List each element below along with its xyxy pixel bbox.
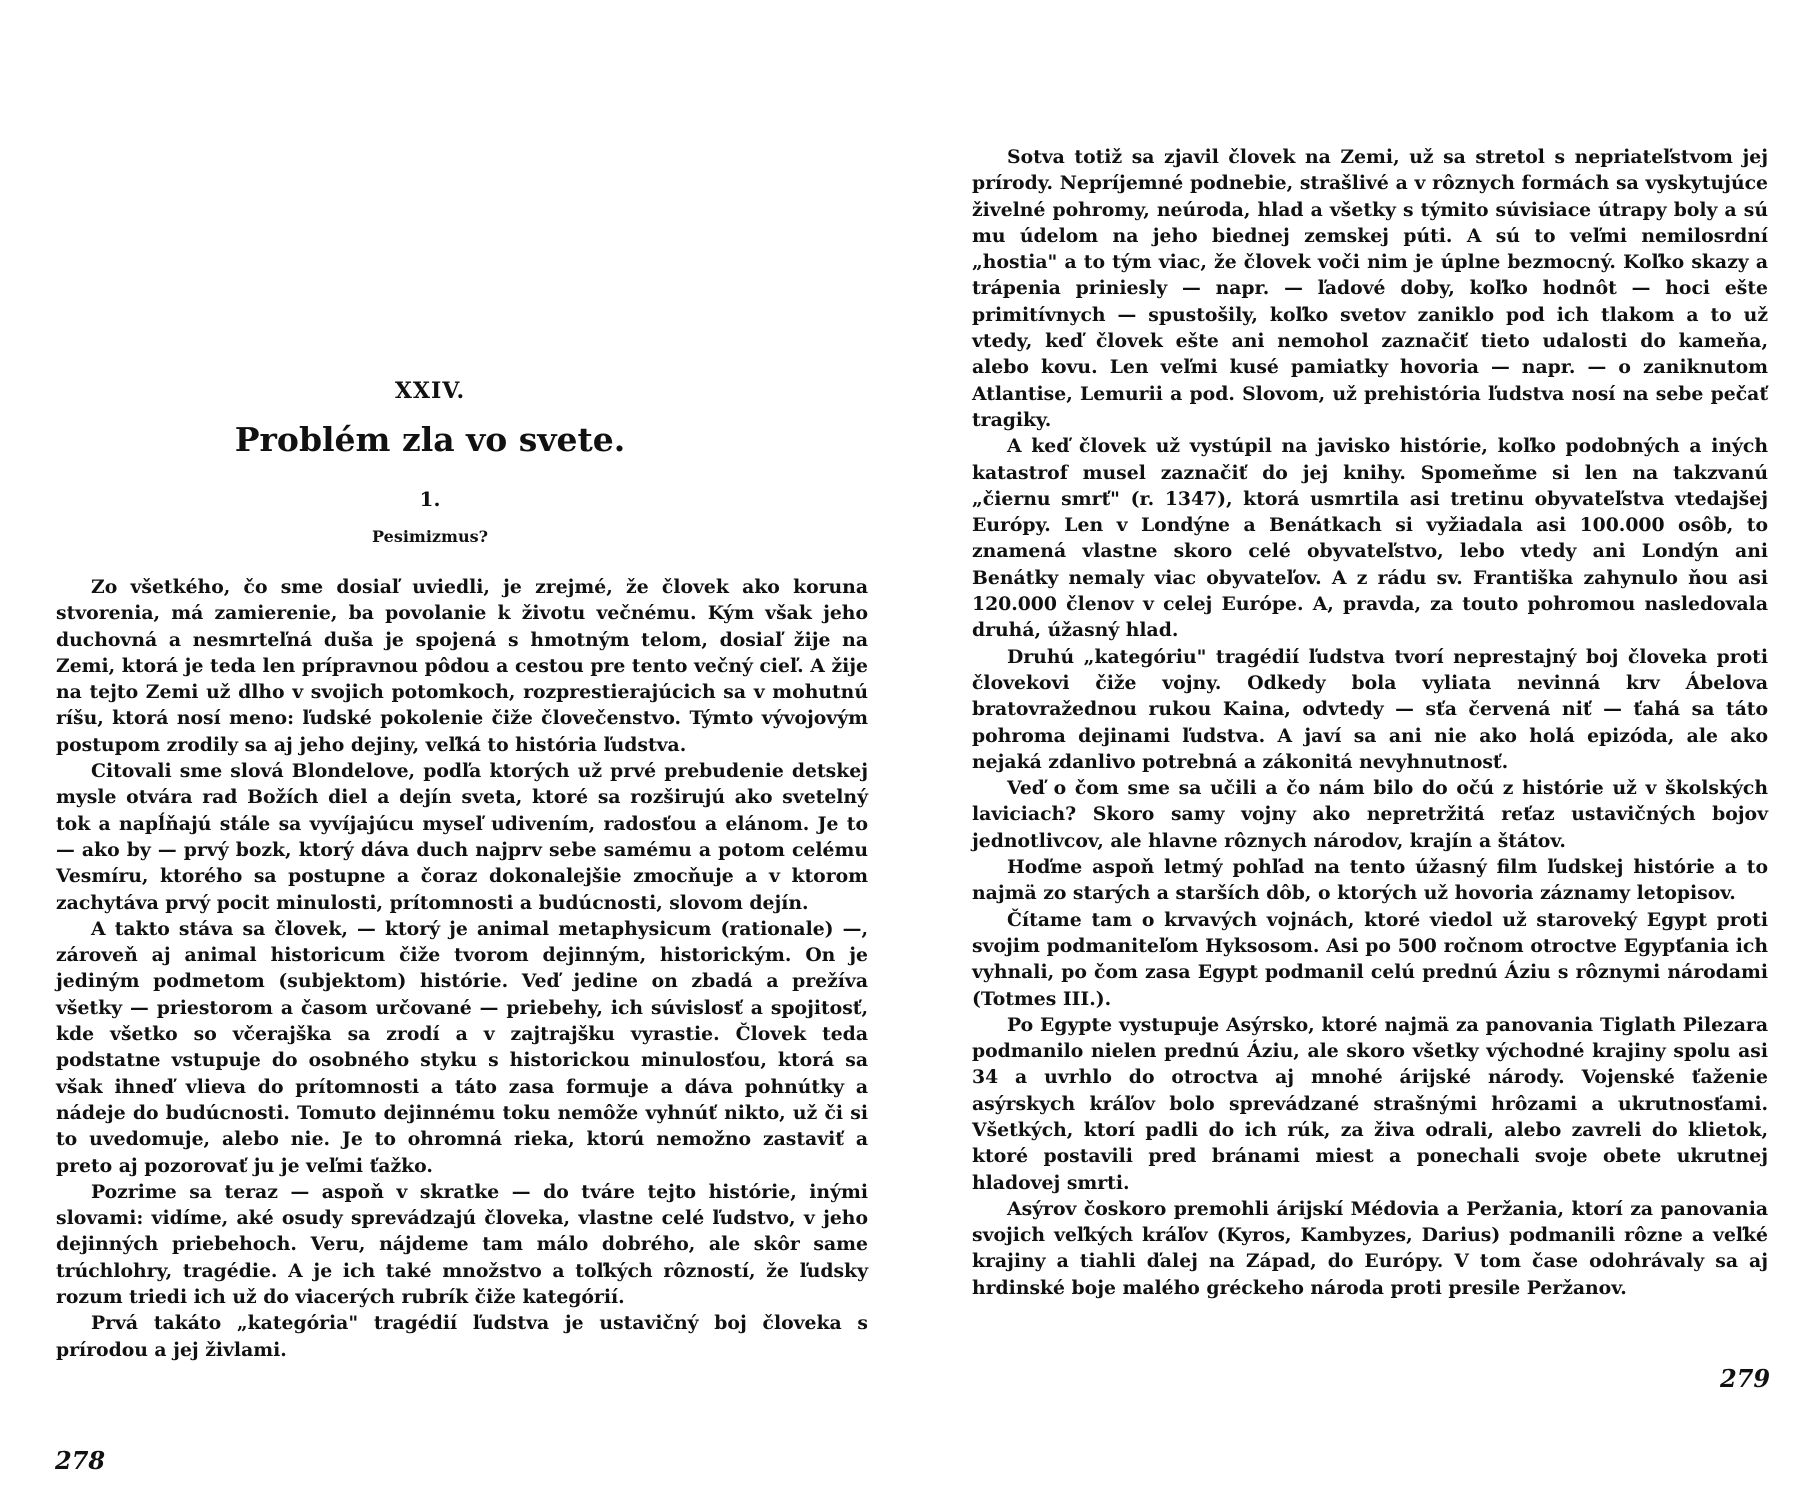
paragraph: Druhú „kategóriu" tragédií ľudstva tvorí neprestajný boj človeka proti človekovi čiže vojny. Odkedy bola vyliata nevinná krv Ábelova bratovražednou rukou Kaina, odvtedy — sťa červená niť — ťahá sa táto pohroma dejinami ľudstva. A javí sa ani nie ako holá epizóda, ale ako nejaká zdanlivo potrebná a zákonitá nevyhnutnosť. xyxy=(972,645,1768,773)
paragraph: Hoďme aspoň letmý pohľad na tento úžasný film ľudskej histórie a to najmä zo starých a starších dôb, o ktorých už hovoria záznamy letopisov. xyxy=(972,856,1768,905)
section-number: 1. xyxy=(419,487,441,511)
paragraph: Citovali sme slová Blondelove, podľa ktorých už prvé prebudenie detskej mysle otvára rad Božích diel a dejín sveta, ktoré sa rozširujú ako svetelný tok a napĺňajú stále sa vyvíjajúcu myseľ udivením, radosťou a elánom. Je to — ako by — prvý bozk, ktorý dáva duch najprv sebe samému a potom celému Vesmíru, ktorého sa postupne a čoraz dokonalejšie zmocňuje a v ktorom zachytáva prvý pocit minulosti, prítomnosti a budúcnosti, slovom dejín. xyxy=(56,760,868,914)
left-body-text xyxy=(56,574,868,1363)
right-body-text xyxy=(972,144,1768,1301)
paragraph: A keď človek už vystúpil na javisko histórie, koľko podobných a iných katastrof musel zaznačiť do jej knihy. Spomeňme si len na takzvanú „čiernu smrť" (r. 1347), ktorá usmrtila asi tretinu obyvateľstva vtedajšej Európy. Len v Londýne a Benátkach si vyžiadala asi 100.000 osôb, to znamená vlastne skoro celé obyvateľstvo, lebo vtedy ani Londýn ani Benátky nemaly viac obyvateľov. A z rádu sv. Františka zahynulo ňou asi 120.000 členov v celej Európe. A, pravda, za touto pohromou nasledovala druhá, úžasný hlad. xyxy=(972,435,1768,642)
section-title: Pesimizmus? xyxy=(372,527,488,546)
paragraph: Po Egypte vystupuje Asýrsko, ktoré najmä za panovania Tiglath Pilezara podmanilo nielen prednú Áziu, ale skoro všetky východné krajiny spolu asi 34 a uvrhlo do otroctva aj mnohé árijské národy. Vojenské ťaženie asýrskych kráľov bolo sprevádzané strašnými hrôzami a ukrutnosťami. Všetkých, ktorí padli do ich rúk, za živa odrali, alebo zavreli do klietok, ktoré postavili pred bránami miest a ponechali svoje obete ukrutnej hladovej smrti. xyxy=(972,1013,1768,1194)
chapter-number: XXIV. xyxy=(394,378,466,404)
paragraph: Čítame tam o krvavých vojnách, ktoré viedol už staroveký Egypt proti svojim podmaniteľom Hyksosom. Asi po 500 ročnom otroctve Egypťania ich vyhnali, po čom zasa Egypt podmanil celú prednú Áziu s rôznymi národami (Totmes III.). xyxy=(972,908,1768,1010)
paragraph: A takto stáva sa človek, — ktorý je animal metaphysicum (rationale) —, zároveň aj animal historicum čiže tvorom dejinným, historickým. On je jediným podmetom (subjektom) histórie. Veď jedine on zbadá a prežíva všetky — priestorom a časom určované — priebehy, ich súvislosť a spojitosť, kde všetko so včerajška sa zrodí a v zajtrajšku vyrastie. Človek teda podstatne vstupuje do osobného styku s historickou minulosťou, ktorá sa však ihneď vlieva do prítomnosti a táto zasa formuje a dáva pohnútky a nádeje do budúcnosti. Tomuto dejinnému toku nemôže vyhnúť nikto, už či si to uvedomuje, alebo nie. Je to ohromná rieka, ktorú nemožno zastaviť a preto aj pozorovať ju je veľmi ťažko. xyxy=(56,917,868,1177)
right-page xyxy=(908,0,1816,1500)
paragraph: Sotva totiž sa zjavil človek na Zemi, už sa stretol s nepriateľstvom jej prírody. Nepríjemné podnebie, strašlivé a v rôznych formách sa vyskytujúce živelné pohromy, neúroda, hlad a všetky s týmito súvisiace útrapy boly a sú mu údelom na jeho biednej zemskej púti. A sú to veľmi nemilosrdní „hostia" a to tým viac, že človek voči nim je úplne bezmocný. Koľko skazy a trápenia priniesly — napr. — ľadové doby, koľko hodnôt — hoci ešte primitívnych — spustošily, koľko svetov zaniklo pod ich tlakom a to už vtedy, keď človek ešte ani nemohol zaznačiť tieto udalosti do kameňa, alebo kovu. Len veľmi kusé pamiatky hovoria — napr. — o zaniknutom Atlantise, Lemurii a pod. Slovom, už prehistória ľudstva nosí na sebe pečať tragiky. xyxy=(972,146,1768,431)
paragraph: Zo všetkého, čo sme dosiaľ uviedli, je zrejmé, že človek ako koruna stvorenia, má zamierenie, ba povolanie k životu večnému. Kým však jeho duchovná a nesmrteľná duša je spojená s hmotným telom, dosiaľ žije na Zemi, ktorá je teda len prípravnou pôdou a cestou pre tento večný cieľ. A žije na tejto Zemi už dlho v svojich potomkoch, rozprestierajúcich sa v mohutnú ríšu, ktorá nosí meno: ľudské pokolenie čiže človečenstvo. Týmto vývojovým postupom zrodily sa aj jeho dejiny, veľká to história ľudstva. xyxy=(56,576,868,756)
paragraph: Asýrov čoskoro premohli árijskí Médovia a Peržania, ktorí za panovania svojich veľkých kráľov (Kyros, Kambyzes, Darius) podmanili rôzne a veľké krajiny a tiahli ďalej na Západ, do Európy. V tom čase odohrávaly sa aj hrdinské boje malého gréckeho národa proti presile Peržanov. xyxy=(972,1197,1768,1299)
paragraph: Veď o čom sme sa učili a čo nám bilo do očú z histórie už v školských laviciach? Skoro samy vojny ako nepretržitá reťaz ustavičných bojov jednotlivcov, ale hlavne rôznych národov, krajín a štátov. xyxy=(972,777,1768,852)
page-number-right: 279 xyxy=(1720,1364,1771,1393)
page-number-left: 278 xyxy=(55,1446,106,1475)
chapter-title: Problém zla vo svete. xyxy=(234,420,626,459)
paragraph: Prvá takáto „kategória" tragédií ľudstva je ustavičný boj človeka s prírodou a jej živlami. xyxy=(56,1312,868,1361)
paragraph: Pozrime sa teraz — aspoň v skratke — do tváre tejto histórie, inými slovami: vidíme, aké osudy sprevádzajú človeka, vlastne celé ľudstvo, v jeho dejinných priebehoch. Veru, nájdeme tam málo dobrého, ale skôr same trúchlohry, tragédie. A je ich také množstvo a toľkých rôzností, že ľudsky rozum triedi ich už do viacerých rubrík čiže kategórií. xyxy=(56,1180,868,1309)
